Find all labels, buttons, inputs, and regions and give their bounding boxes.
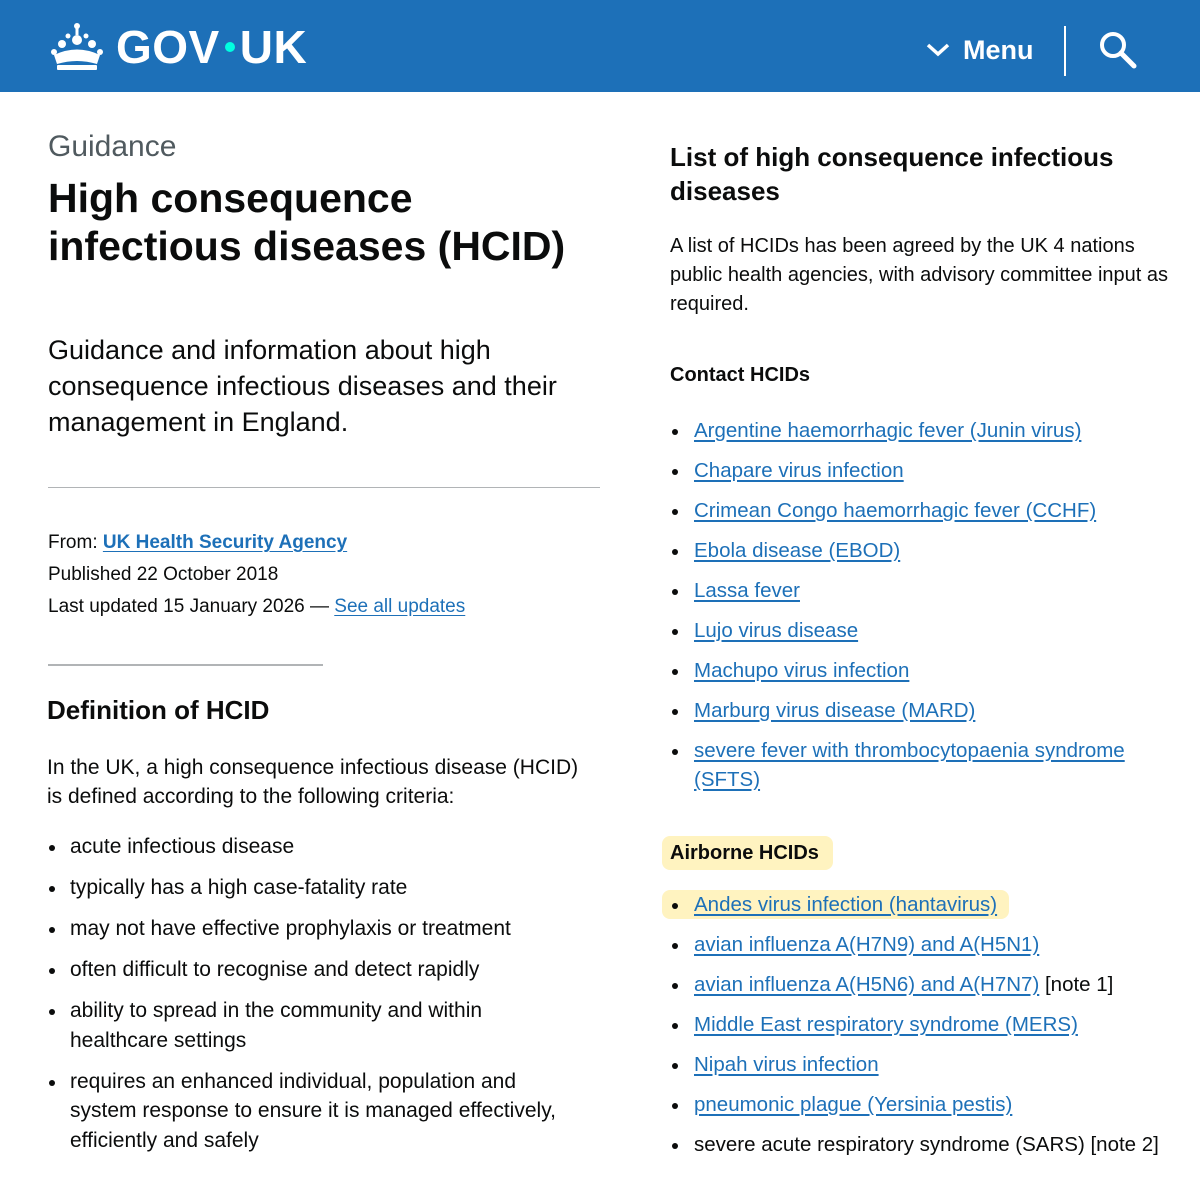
disease-link[interactable]: Ebola disease (EBOD): [694, 539, 901, 562]
page-title: [48, 174, 603, 270]
definition-paragraph: In the UK, a high consequence infectious disease (HCID) is defined according to the following criteria:: [47, 756, 579, 808]
list-item: [670, 696, 1160, 725]
metadata: [48, 527, 465, 623]
list-item: severe acute respiratory syndrome (SARS) [note 2]: [670, 1130, 1160, 1159]
disease-link[interactable]: Machupo virus infection: [694, 659, 910, 682]
list-item-highlighted: [662, 890, 1009, 919]
page-heading: [48, 130, 603, 270]
criteria-list: [47, 832, 567, 1167]
logo-text-uk: UK: [239, 21, 308, 73]
note-reference: [note 1]: [1044, 973, 1114, 996]
chevron-down-icon: [925, 41, 951, 59]
disease-link[interactable]: Middle East respiratory syndrome (MERS): [694, 1013, 1078, 1036]
definition-heading: Definition of HCID: [47, 695, 270, 725]
page-title-line2: infectious diseases (HCID): [48, 223, 566, 269]
list-item: often difficult to recognise and detect rapidly: [47, 955, 567, 985]
crown-icon: [50, 22, 104, 72]
airborne-hcids-heading: Airborne HCIDs: [662, 836, 833, 870]
disease-link[interactable]: avian influenza A(H7N9) and A(H5N1): [694, 933, 1040, 956]
list-item: [670, 1010, 1160, 1039]
list-item: [670, 496, 1160, 525]
disease-link[interactable]: Chapare virus infection: [694, 459, 904, 482]
contact-hcids-heading: Contact HCIDs: [670, 364, 811, 386]
list-item: [670, 736, 1160, 794]
list-item: [670, 456, 1160, 485]
list-intro: A list of HCIDs has been agreed by the UK 4 nations public health agencies, with advisory committee input as required.: [670, 235, 1169, 315]
section-divider: [48, 487, 600, 488]
airborne-hcids-list: [670, 890, 1160, 1170]
section-divider-short: [48, 664, 323, 666]
list-item: typically has a high case-fatality rate: [47, 873, 567, 903]
logo-text-gov: GOV: [116, 21, 220, 73]
list-item: [670, 930, 1160, 959]
header-divider: [1064, 26, 1066, 76]
published-date: Published 22 October 2018: [48, 564, 279, 585]
logo-dot: [225, 42, 235, 52]
list-item: acute infectious disease: [47, 832, 567, 862]
list-item: [670, 576, 1160, 605]
organisation-link[interactable]: UK Health Security Agency: [102, 532, 348, 553]
updated-date: Last updated 15 January 2026 —: [48, 596, 329, 617]
search-button[interactable]: [1098, 30, 1138, 70]
page-title-line1: High consequence: [48, 175, 413, 221]
list-heading: List of high consequence infectious diseases: [670, 142, 1114, 206]
disease-link[interactable]: pneumonic plague (Yersinia pestis): [694, 1093, 1013, 1116]
disease-link[interactable]: Lujo virus disease: [694, 619, 859, 642]
disease-link[interactable]: Crimean Congo haemorrhagic fever (CCHF): [694, 499, 1097, 522]
page-caption: Guidance: [48, 130, 177, 163]
list-item: [670, 970, 1160, 999]
search-icon: [1098, 30, 1138, 70]
disease-link[interactable]: Andes virus infection (hantavirus): [694, 893, 998, 916]
list-item: requires an enhanced individual, population and system response to ensure it is managed effectively, efficiently and safely: [47, 1067, 567, 1156]
disease-link[interactable]: avian influenza A(H5N6) and A(H7N7): [694, 973, 1040, 996]
disease-link[interactable]: Nipah virus infection: [694, 1053, 879, 1076]
disease-link[interactable]: severe fever with thrombocytopaenia syndrome (SFTS): [694, 739, 1125, 791]
list-item: may not have effective prophylaxis or treatment: [47, 914, 567, 944]
list-item: ability to spread in the community and within healthcare settings: [47, 996, 567, 1055]
disease-link[interactable]: Marburg virus disease (MARD): [694, 699, 976, 722]
from-label: From:: [48, 532, 98, 553]
list-item: [670, 616, 1160, 645]
menu-button[interactable]: [925, 30, 1034, 70]
page-lede: Guidance and information about high consequence infectious diseases and their management in England.: [48, 335, 557, 437]
govuk-logo[interactable]: [50, 22, 307, 72]
disease-link[interactable]: Argentine haemorrhagic fever (Junin virus): [694, 419, 1082, 442]
disease-link[interactable]: Lassa fever: [694, 579, 800, 602]
site-header: [0, 0, 1200, 92]
menu-label: Menu: [963, 34, 1034, 65]
list-item: [670, 656, 1160, 685]
hcid-list-section: [670, 140, 1180, 208]
list-item: [670, 1090, 1160, 1119]
list-item: [670, 536, 1160, 565]
list-item: [670, 416, 1160, 445]
list-item: [670, 1050, 1160, 1079]
contact-hcids-list: [670, 416, 1160, 805]
see-all-updates-link[interactable]: See all updates: [334, 596, 466, 617]
